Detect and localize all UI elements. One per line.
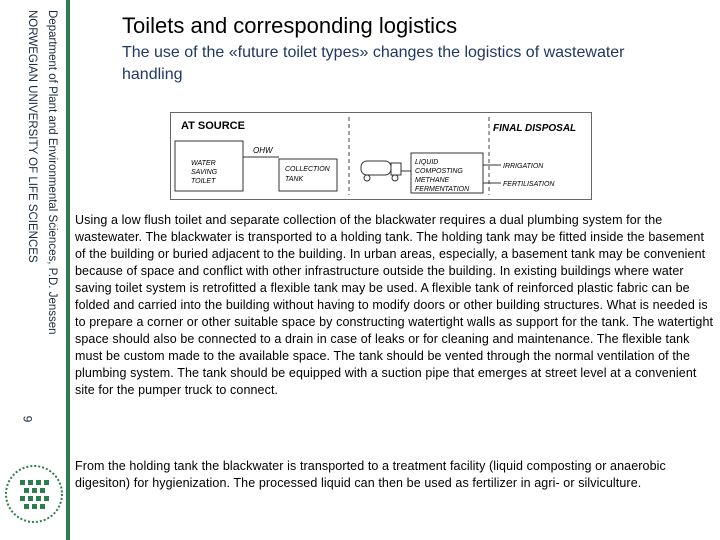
sidebar — [0, 0, 70, 540]
sidebar-accent-bar — [66, 0, 70, 540]
slide-title: Toilets and corresponding logistics — [122, 13, 458, 38]
process-label-3: METHANE — [415, 177, 450, 184]
at-source-label: AT SOURCE — [181, 120, 245, 132]
final-disposal-label: FINAL DISPOSAL — [493, 123, 577, 134]
body-paragraph-1: Using a low flush toilet and separate collection of the blackwater requires a dual plumbing system for the wastewater. The blackwater is transported to a holding tank. The holding tank may be fitted inside the basement of the building or buried adjacent to the building. In urban areas, especially, a basement tank may be convenient because of space and conflict with other infrastructure outside the building. In existing buildings where water saving toilet system is retrofitted a flexible tank may be used. A flexible tank of reinforced plastic fabric can be folded and carried into the building without having to modify doors or other building structures. What is needed is to prepare a corner or other suitable space by constructing watertight walls as support for the tank. The watertight space should also be connected to a drain in case of leaks or for cleaning and maintenance. The flexible tank must be custom made to the available space. The tank should be vented through the normal ventilation of the plumbing system. The tank should be equipped with a suction pipe that emerges at street level at a convenient site for the pumper truck to connect. — [75, 213, 714, 397]
toilet-label-1: WATER — [191, 160, 216, 167]
fertilisation-label: FERTILISATION — [503, 181, 555, 188]
department-label: Department of Plant and Environmental Sciences, P.D. Jenssen — [46, 10, 58, 335]
ohw-label: OHW — [253, 146, 273, 155]
slide-subtitle: The use of the «future toilet types» changes the logistics of wastewater handling — [122, 44, 625, 83]
tank-label-1: COLLECTION — [285, 166, 330, 173]
collection-tank-box — [279, 159, 337, 191]
university-label: NORWEGIAN UNIVERSITY OF LIFE SCIENCES — [26, 10, 38, 263]
process-label-2: COMPOSTING — [415, 168, 463, 175]
logistics-diagram — [170, 112, 592, 200]
toilet-label-3: TOILET — [191, 178, 216, 185]
process-label-1: LIQUID — [415, 159, 439, 166]
toilet-label-2: SAVING — [191, 169, 218, 176]
university-logo-icon — [2, 462, 66, 526]
truck-icon — [361, 161, 401, 181]
process-label-4: FERMENTATION — [415, 186, 470, 193]
body-paragraph-2: From the holding tank the blackwater is transported to a treatment facility (liquid composting or anaerobic digesiton) for hygienization. The processed liquid can then be used as fertilizer in agri- or silviculture. — [75, 459, 666, 490]
page-number: 9 — [20, 415, 35, 423]
tank-label-2: TANK — [285, 176, 304, 183]
irrigation-label: IRRIGATION — [503, 163, 544, 170]
